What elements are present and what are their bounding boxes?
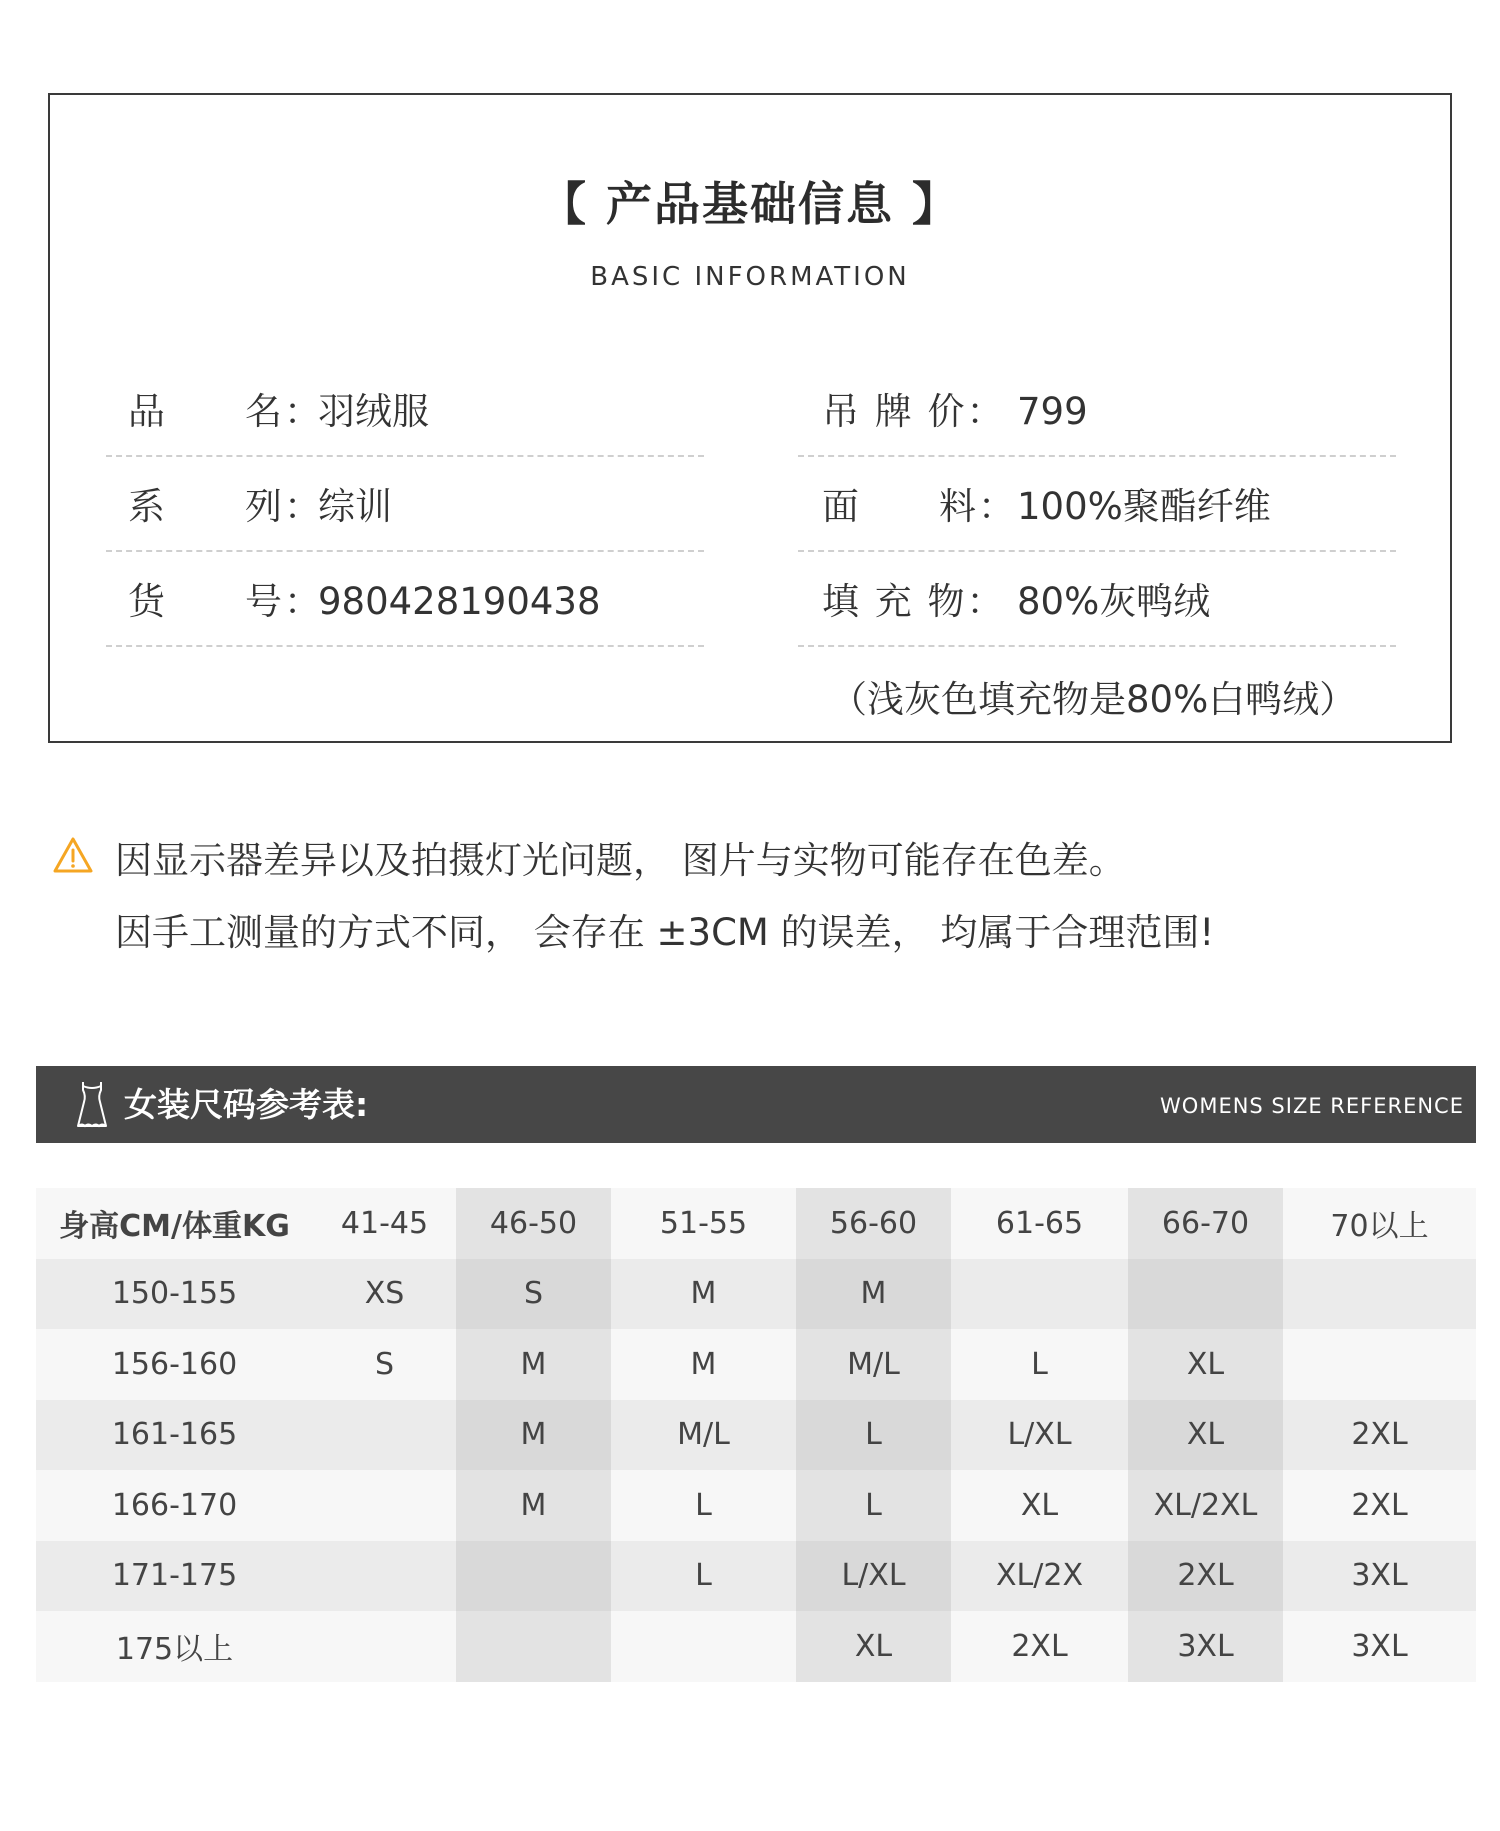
size-cell: M — [611, 1259, 796, 1330]
divider — [106, 455, 704, 457]
basic-info-title: 【 产品基础信息 】 — [539, 177, 961, 231]
size-cell: M — [611, 1329, 796, 1400]
field-value: 综训 — [318, 485, 392, 528]
size-cell — [313, 1470, 456, 1541]
size-cell: M/L — [611, 1400, 796, 1471]
field-value: 799 — [1017, 390, 1088, 433]
height-cell: 175以上 — [36, 1611, 313, 1682]
size-cell: L — [796, 1400, 951, 1471]
field-filling — [822, 572, 1210, 632]
divider — [106, 550, 704, 552]
field-value: 980428190438 — [318, 580, 601, 623]
size-cell: XL — [1128, 1400, 1283, 1471]
divider — [798, 550, 1396, 552]
height-cell: 150-155 — [36, 1259, 313, 1330]
field-product-name — [128, 382, 429, 442]
size-table — [36, 1188, 1476, 1682]
size-cell: L/XL — [796, 1541, 951, 1612]
size-cell — [313, 1400, 456, 1471]
field-value: 80%灰鸭绒 — [1017, 580, 1211, 623]
size-cell — [611, 1611, 796, 1682]
size-cell — [951, 1259, 1128, 1330]
size-chart-title: 女装尺码参考表: — [124, 1085, 369, 1124]
size-cell: L — [611, 1541, 796, 1612]
field-label: 系 列： — [128, 485, 323, 528]
table-row — [36, 1470, 1476, 1541]
size-cell: XL — [1128, 1329, 1283, 1400]
table-row — [36, 1259, 1476, 1330]
size-cell: XS — [313, 1259, 456, 1330]
field-series — [128, 477, 392, 537]
table-row — [36, 1611, 1476, 1682]
warning-line-1: 因显示器差异以及拍摄灯光问题， 图片与实物可能存在色差。 — [115, 839, 1126, 882]
size-cell — [1128, 1259, 1283, 1330]
size-cell — [1283, 1329, 1476, 1400]
size-chart-header — [36, 1066, 1476, 1143]
size-cell — [456, 1611, 611, 1682]
table-header-row — [36, 1188, 1476, 1259]
weight-column-header: 41-45 — [313, 1188, 456, 1259]
corner-label: 身高CM/体重KG — [36, 1188, 313, 1259]
dress-icon — [74, 1080, 110, 1130]
filling-note: （浅灰色填充物是80%白鸭绒） — [830, 678, 1357, 721]
size-cell: M — [456, 1400, 611, 1471]
field-item-number — [128, 572, 601, 632]
weight-column-header: 70以上 — [1283, 1188, 1476, 1259]
size-cell: XL/2XL — [1128, 1470, 1283, 1541]
size-cell — [1283, 1259, 1476, 1330]
field-label: 货 号： — [128, 580, 323, 623]
table-row — [36, 1329, 1476, 1400]
size-cell: M/L — [796, 1329, 951, 1400]
field-label: 吊 牌 价： — [822, 390, 1006, 433]
warning-line-2: 因手工测量的方式不同， 会存在 ±3CM 的误差， 均属于合理范围! — [115, 911, 1215, 954]
size-cell: S — [456, 1259, 611, 1330]
size-cell: 3XL — [1283, 1541, 1476, 1612]
size-cell: M — [456, 1329, 611, 1400]
size-cell: XL — [796, 1611, 951, 1682]
size-cell: 3XL — [1283, 1611, 1476, 1682]
size-cell: 2XL — [1283, 1470, 1476, 1541]
table-row — [36, 1541, 1476, 1612]
weight-column-header: 61-65 — [951, 1188, 1128, 1259]
height-cell: 171-175 — [36, 1541, 313, 1612]
size-cell: L — [611, 1470, 796, 1541]
field-value: 100%聚酯纤维 — [1017, 485, 1271, 528]
size-cell — [313, 1611, 456, 1682]
basic-info-subtitle: BASIC INFORMATION — [590, 262, 910, 292]
height-cell: 161-165 — [36, 1400, 313, 1471]
divider — [106, 645, 704, 647]
warning-icon — [52, 836, 94, 874]
table-row — [36, 1400, 1476, 1471]
size-cell: L — [951, 1329, 1128, 1400]
size-chart-subtitle: WOMENS SIZE REFERENCE — [1160, 1094, 1464, 1118]
size-cell: M — [456, 1470, 611, 1541]
size-cell: M — [796, 1259, 951, 1330]
weight-column-header: 51-55 — [611, 1188, 796, 1259]
weight-column-header: 66-70 — [1128, 1188, 1283, 1259]
size-cell: XL/2X — [951, 1541, 1128, 1612]
field-tag-price — [822, 382, 1088, 442]
size-cell: 2XL — [1128, 1541, 1283, 1612]
divider — [798, 645, 1396, 647]
size-cell — [456, 1541, 611, 1612]
field-label: 面 料： — [822, 485, 1017, 528]
height-cell: 166-170 — [36, 1470, 313, 1541]
size-cell: S — [313, 1329, 456, 1400]
weight-column-header: 56-60 — [796, 1188, 951, 1259]
size-cell: XL — [951, 1470, 1128, 1541]
size-cell: 3XL — [1128, 1611, 1283, 1682]
size-cell: 2XL — [1283, 1400, 1476, 1471]
divider — [798, 455, 1396, 457]
field-label: 填 充 物： — [822, 580, 1006, 623]
size-cell: L — [796, 1470, 951, 1541]
field-value: 羽绒服 — [318, 390, 429, 433]
size-cell: 2XL — [951, 1611, 1128, 1682]
height-cell: 156-160 — [36, 1329, 313, 1400]
field-fabric — [822, 477, 1271, 537]
size-cell: L/XL — [951, 1400, 1128, 1471]
field-label: 品 名： — [128, 390, 323, 433]
weight-column-header: 46-50 — [456, 1188, 611, 1259]
size-cell — [313, 1541, 456, 1612]
